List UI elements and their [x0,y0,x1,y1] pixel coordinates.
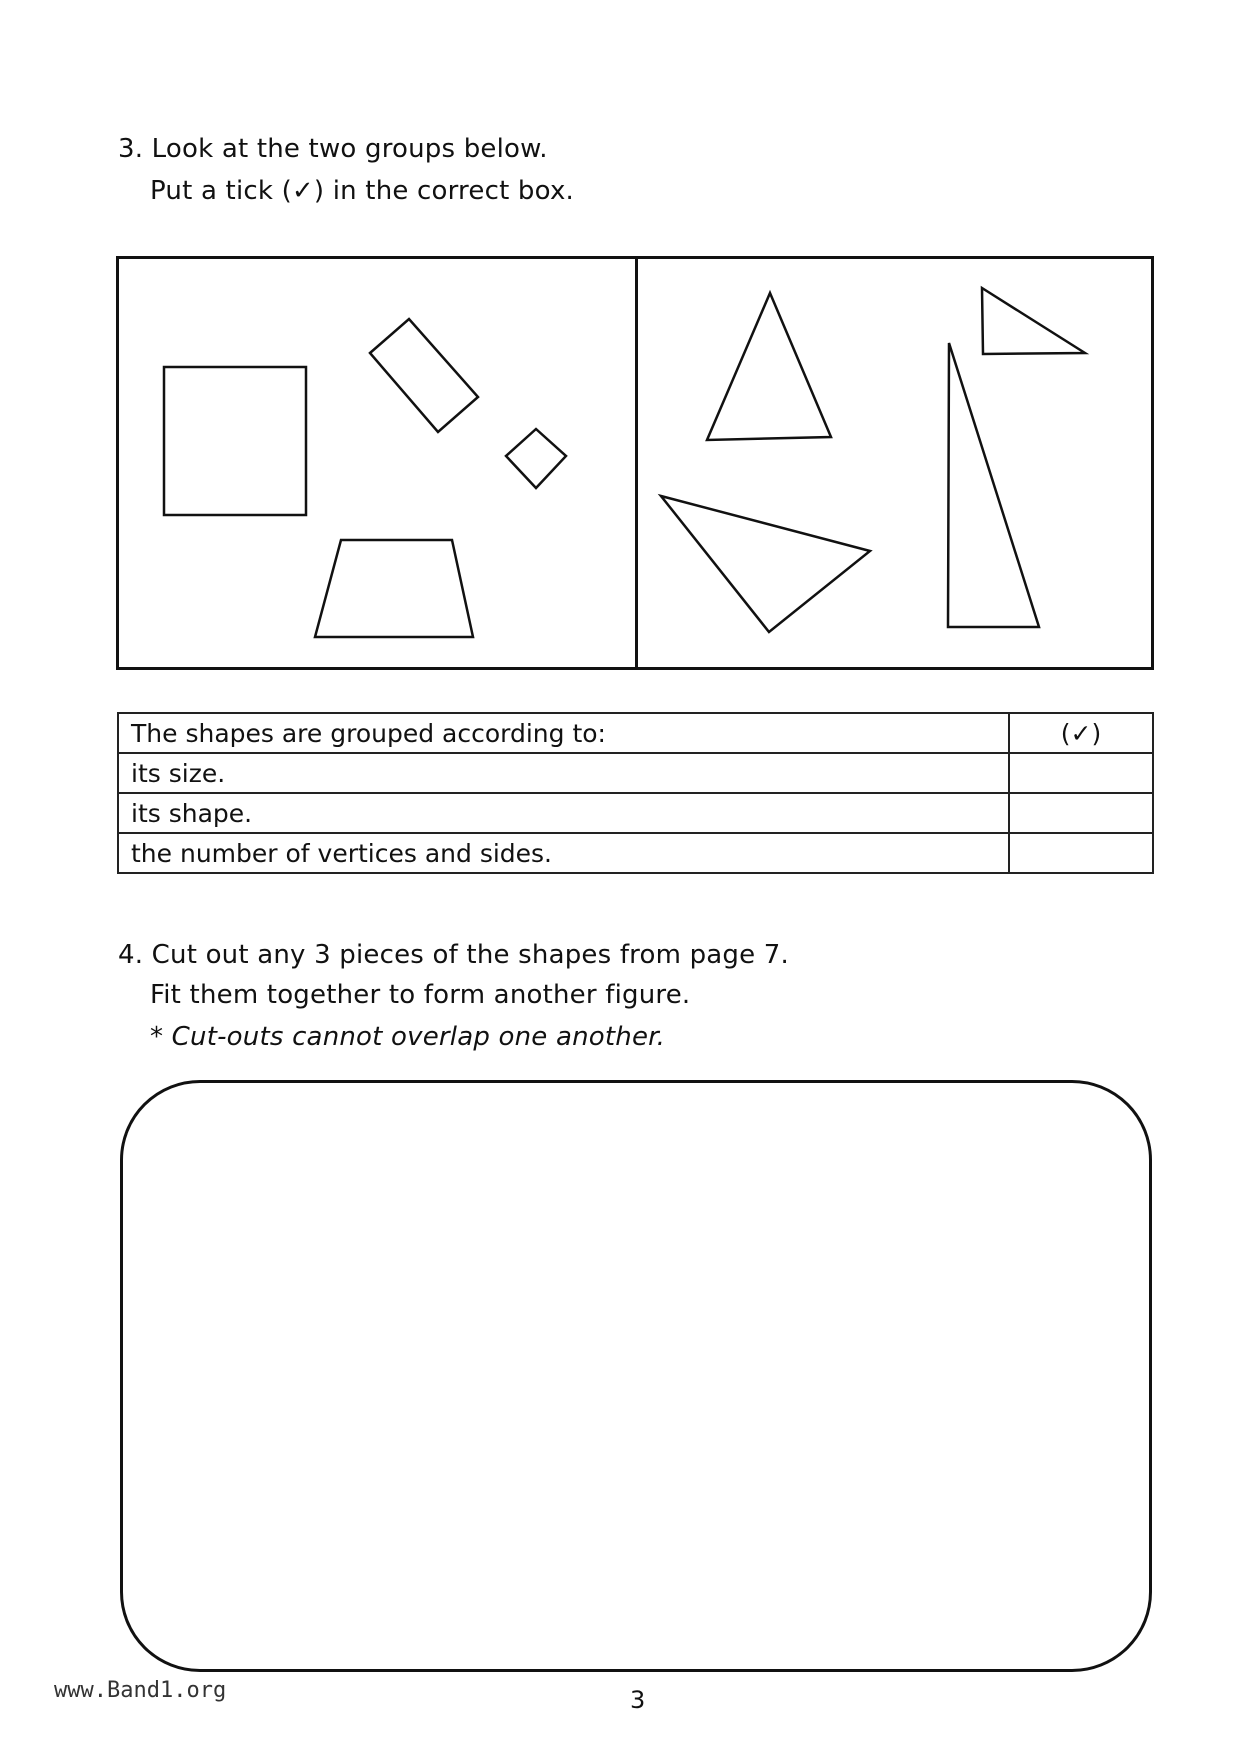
square-shape [164,367,306,515]
question-3-line-1: 3. Look at the two groups below. [118,134,548,164]
tick-box[interactable] [1009,833,1153,873]
question-4-note: * Cut-outs cannot overlap one another. [150,1022,666,1052]
option-text: its shape. [118,793,1009,833]
table-header-text: The shapes are grouped according to: [118,713,1009,753]
table-row [118,793,1153,833]
table-header-row [118,713,1153,753]
grouping-options-table [117,712,1154,874]
trapezoid-shape [315,540,473,637]
question-3-line-2: Put a tick (✓) in the correct box. [150,176,574,206]
question-4-line-2: Fit them together to form another figure. [150,980,691,1010]
tick-box[interactable] [1009,793,1153,833]
shape-groups-box [116,256,1154,670]
table-header-tick: (✓) [1009,713,1153,753]
option-text: the number of vertices and sides. [118,833,1009,873]
small-right-triangle-shape [982,288,1085,354]
isosceles-triangle-shape [707,293,831,440]
answer-drawing-area[interactable] [120,1080,1152,1672]
table-row [118,753,1153,793]
shape-groups-figure [119,259,1151,667]
question-4-line-1: 4. Cut out any 3 pieces of the shapes from page 7. [118,940,790,970]
tall-triangle-shape [948,343,1039,627]
rotated-rectangle-shape [370,319,478,432]
tick-box[interactable] [1009,753,1153,793]
small-diamond-shape [506,429,566,488]
option-text: its size. [118,753,1009,793]
page-number: 3 [630,1686,646,1714]
wide-triangle-shape [661,496,870,632]
table-row [118,833,1153,873]
footer-url: www.Band1.org [54,1678,227,1703]
